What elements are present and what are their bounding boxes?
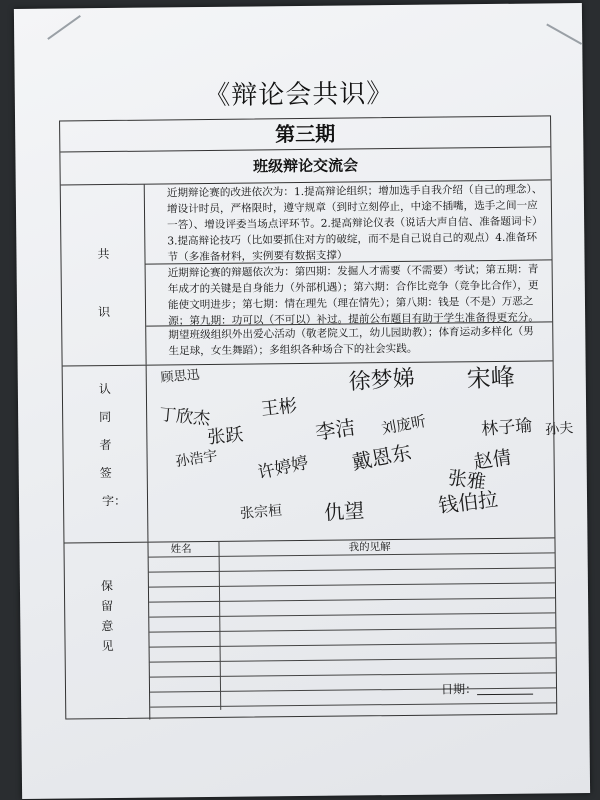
period-heading: 第三期 xyxy=(60,116,550,152)
pin-mark xyxy=(47,15,81,40)
signature: 仇望 xyxy=(323,498,365,525)
signature: 刘庞昕 xyxy=(379,411,428,438)
consensus-label-char: 识 xyxy=(97,305,111,320)
opinion-header-opinion: 我的见解 xyxy=(348,541,391,554)
signature: 李洁 xyxy=(313,414,357,445)
consensus-label-char: 共 xyxy=(97,247,110,262)
signature: 徐梦娣 xyxy=(348,366,416,396)
signature-label-char: 同 xyxy=(99,409,112,425)
opinion-label-char: 保 xyxy=(100,578,114,594)
signature-label-char: 字： xyxy=(101,493,127,509)
consensus-label xyxy=(61,185,147,366)
signature-label-char: 认 xyxy=(98,382,111,397)
signature-label-char: 者 xyxy=(99,437,112,453)
signature: 林子瑜 xyxy=(480,415,534,440)
opinion-label-char: 留 xyxy=(101,598,114,614)
opinion-label-char: 见 xyxy=(101,638,114,654)
signature: 张跃 xyxy=(206,424,245,449)
signature-area xyxy=(147,361,574,541)
pin-mark xyxy=(546,24,582,45)
signature-label xyxy=(63,366,149,543)
signature: 许婷婷 xyxy=(256,452,311,484)
document-title: 《辩论会共识》 xyxy=(204,79,394,112)
signature: 宋峰 xyxy=(466,362,516,394)
signature: 钱伯拉 xyxy=(436,486,500,518)
signature: 丁欣杰 xyxy=(158,404,211,430)
signature-label-char: 签 xyxy=(99,465,112,481)
consensus-item: 近期辩论赛的辩题依次为：第四期：发掘人才需要（不需要）考试；第五期：青年成才的关键是自身能力（外部机遇）；第六期：合作比竞争（竞争比合作），更能使文明进步；第七期：情在理先（理在情先）；第八期：钱是（不是）万恶之源；第九期：功可以（不可以）补过。提前公布题目有助于学生准备得更充分。 xyxy=(146,260,553,326)
signature: 赵倩 xyxy=(472,446,514,474)
signature: 王彬 xyxy=(259,395,299,421)
paper-sheet xyxy=(14,3,590,799)
opinion-table xyxy=(148,538,556,719)
date-label: 日期： xyxy=(440,682,478,697)
opinion-header-name: 姓名 xyxy=(170,543,192,556)
signature: 戴恩东 xyxy=(349,439,414,475)
opinion-row xyxy=(150,688,556,707)
signature: 张雅 xyxy=(446,466,488,494)
signature: 孙浩宇 xyxy=(174,448,219,471)
opinion-label xyxy=(64,543,150,721)
consensus-table xyxy=(59,115,574,719)
consensus-content xyxy=(145,180,553,364)
signature: 顾思迅 xyxy=(160,367,201,386)
signature: 孙夫 xyxy=(544,420,574,439)
signature: 张宗桓 xyxy=(239,502,283,523)
consensus-item: 近期辩论赛的改进依次为：1.提高辩论组织；增加选手自我介绍（自己的理念）、增设计时员，严格限时，遵守规章（到时立刻停止，中途不插嘴，选手之间一应一答）、增设评委当场点评环节。2.提高辩论仪表（说话大声自信、准备题词卡）3.提高辩论技巧（比如要抓住对方的破绽，而不是自己说自己的观点）4.准备环节（多准备材料，实例要有数据支撑） xyxy=(145,180,552,264)
consensus-item: 期望班级组织外出爱心活动（敬老院义工，幼儿园助教）；体育运动多样化（男生足球，女生舞蹈）；多组织各种场合下的社会实践。 xyxy=(168,325,534,358)
session-heading: 班级辩论交流会 xyxy=(60,147,550,185)
opinion-label-char: 意 xyxy=(101,618,114,634)
